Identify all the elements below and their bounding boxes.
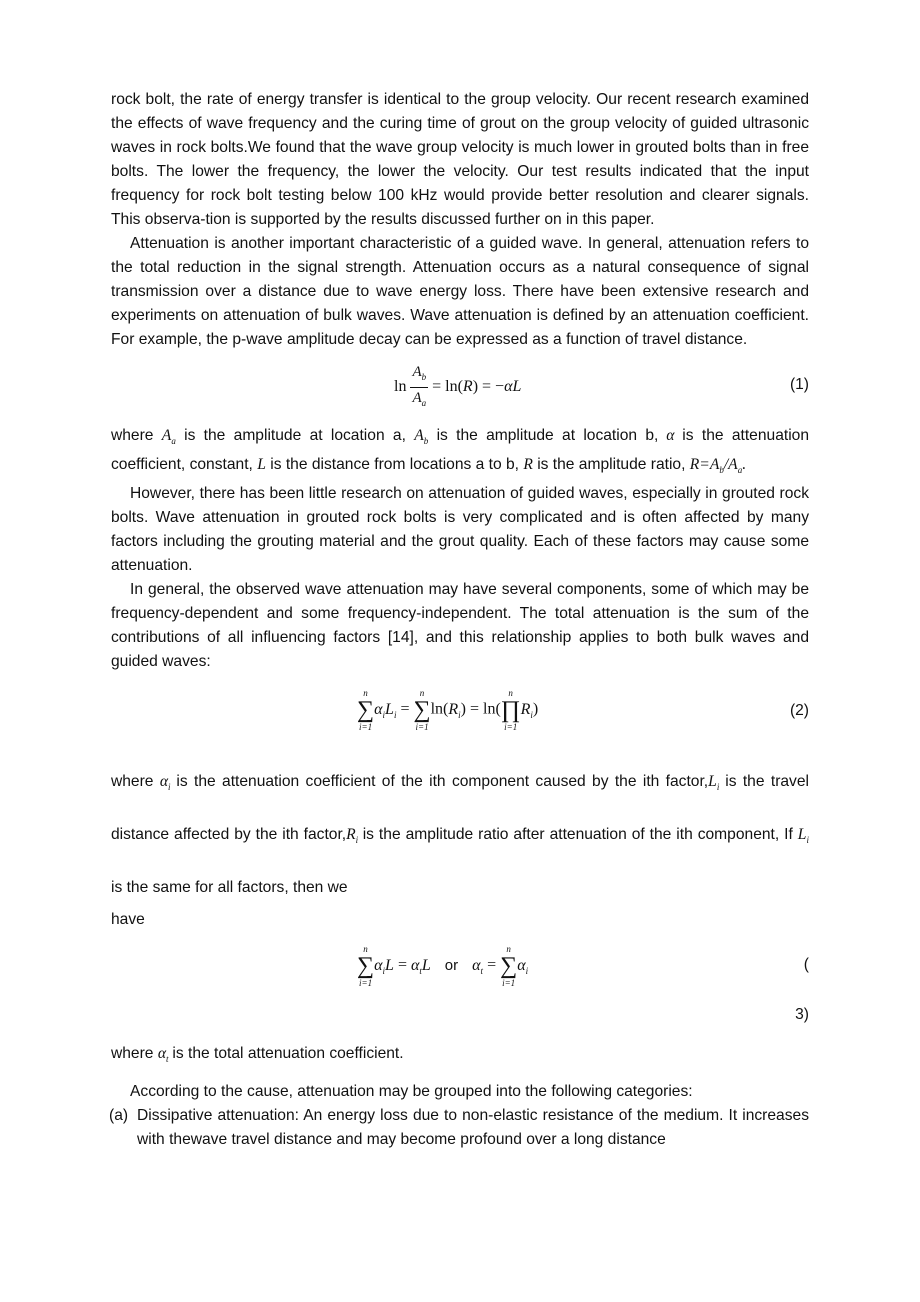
equation-3-number-close: 3) (795, 1006, 809, 1024)
paragraph-9: According to the cause, attenuation may be grouped into the following categories: (130, 1082, 693, 1100)
equation-3: n ∑ i=1 $\alpha_iL = \alpha_tL$ or $\alpha_t$ = n ∑ i=1 $\alpha_i$ ( 3) (357, 944, 809, 1024)
paragraph-6: where $\alpha_i$ is the attenuation coefficient of the ith component caused by the ith $factor,L_i$ is the travel distance affected by the ith $factor,R_i$ is the amplitude ratio after attenuation of the ith component, If $L_i$ is the same for all factors, then we (111, 773, 809, 897)
paragraph-7: have (111, 911, 145, 929)
paragraph-4: However, there has been little research on attenuation of guided waves, especially in grouted rock bolts. Wave attenuation in grouted rock bolts is very complicated and is often affected by many factors including the grouting material and the grout quality. Each of these factors may cause some attenuation. (111, 485, 809, 575)
equation-2-number: (2) (789, 702, 809, 720)
list-item-a-label: (a) (109, 1106, 129, 1124)
paragraph-5: In general, the observed wave attenuation may have several components, some of which may be frequency-dependent and some frequency-independent. The total attenuation is the sum of the contributions of all influencing factors [14], and this relationship applies to both bulk waves and guided waves: (111, 581, 809, 671)
equation-2: n ∑ i=1 $\alpha_iL_i$ = n ∑ i=1 $\ln(R_i) = \ln$( n ∏ i=1 $R_i$) (2) (357, 688, 809, 733)
list-item-a (111, 1104, 809, 1152)
equation-1-number: (1) (789, 376, 809, 393)
paragraph-3: where $A_a$ is the amplitude at location a, $A_b$ is the amplitude at location b, α is the attenuation coefficient, constant, L is the distance from locations a to b, R is the amplitude ratio, $R=A_b/A_a$. (111, 427, 810, 476)
list-item-a-text: Dissipative attenuation: An energy loss due to non-elastic resistance of the medium. It increases with thewave travel distance and may become profound over a long distance (137, 1106, 809, 1148)
equation-3-number-open: ( (803, 956, 809, 974)
paragraph-1: rock bolt, the rate of energy transfer is identical to the group velocity. Our recent research examined the effects of wave frequency and the curing time of grout on the group velocity of guided ultrasonic waves in rock bolts.We found that the wave group velocity is much lower in grouted bolts than in free bolts. The lower the frequency, the lower the velocity. Our test results indicated that the input frequency for rock bolt testing below 100 kHz would provide better resolution and clearer signals. This observa-tion is supported by the results discussed further on in this paper. (111, 91, 809, 228)
paragraph-2: Attenuation is another important characteristic of a guided wave. In general, attenuation refers to the total reduction in the signal strength. Attenuation occurs as a natural consequence of signal transmission over a distance due to wave energy loss. There have been extensive research and experiments on attenuation of bulk waves. Wave attenuation is defined by an attenuation coefficient. For example, the p-wave amplitude decay can be expressed as a function of travel distance. (111, 235, 809, 348)
equation-1: ln $\frac{A_b}{A_a}$ = ln(R) = −αL (1) (394, 364, 809, 408)
paragraph-8: where $\alpha_t$ is the total attenuation coefficient. (111, 1045, 404, 1065)
paper-page (111, 88, 809, 1152)
